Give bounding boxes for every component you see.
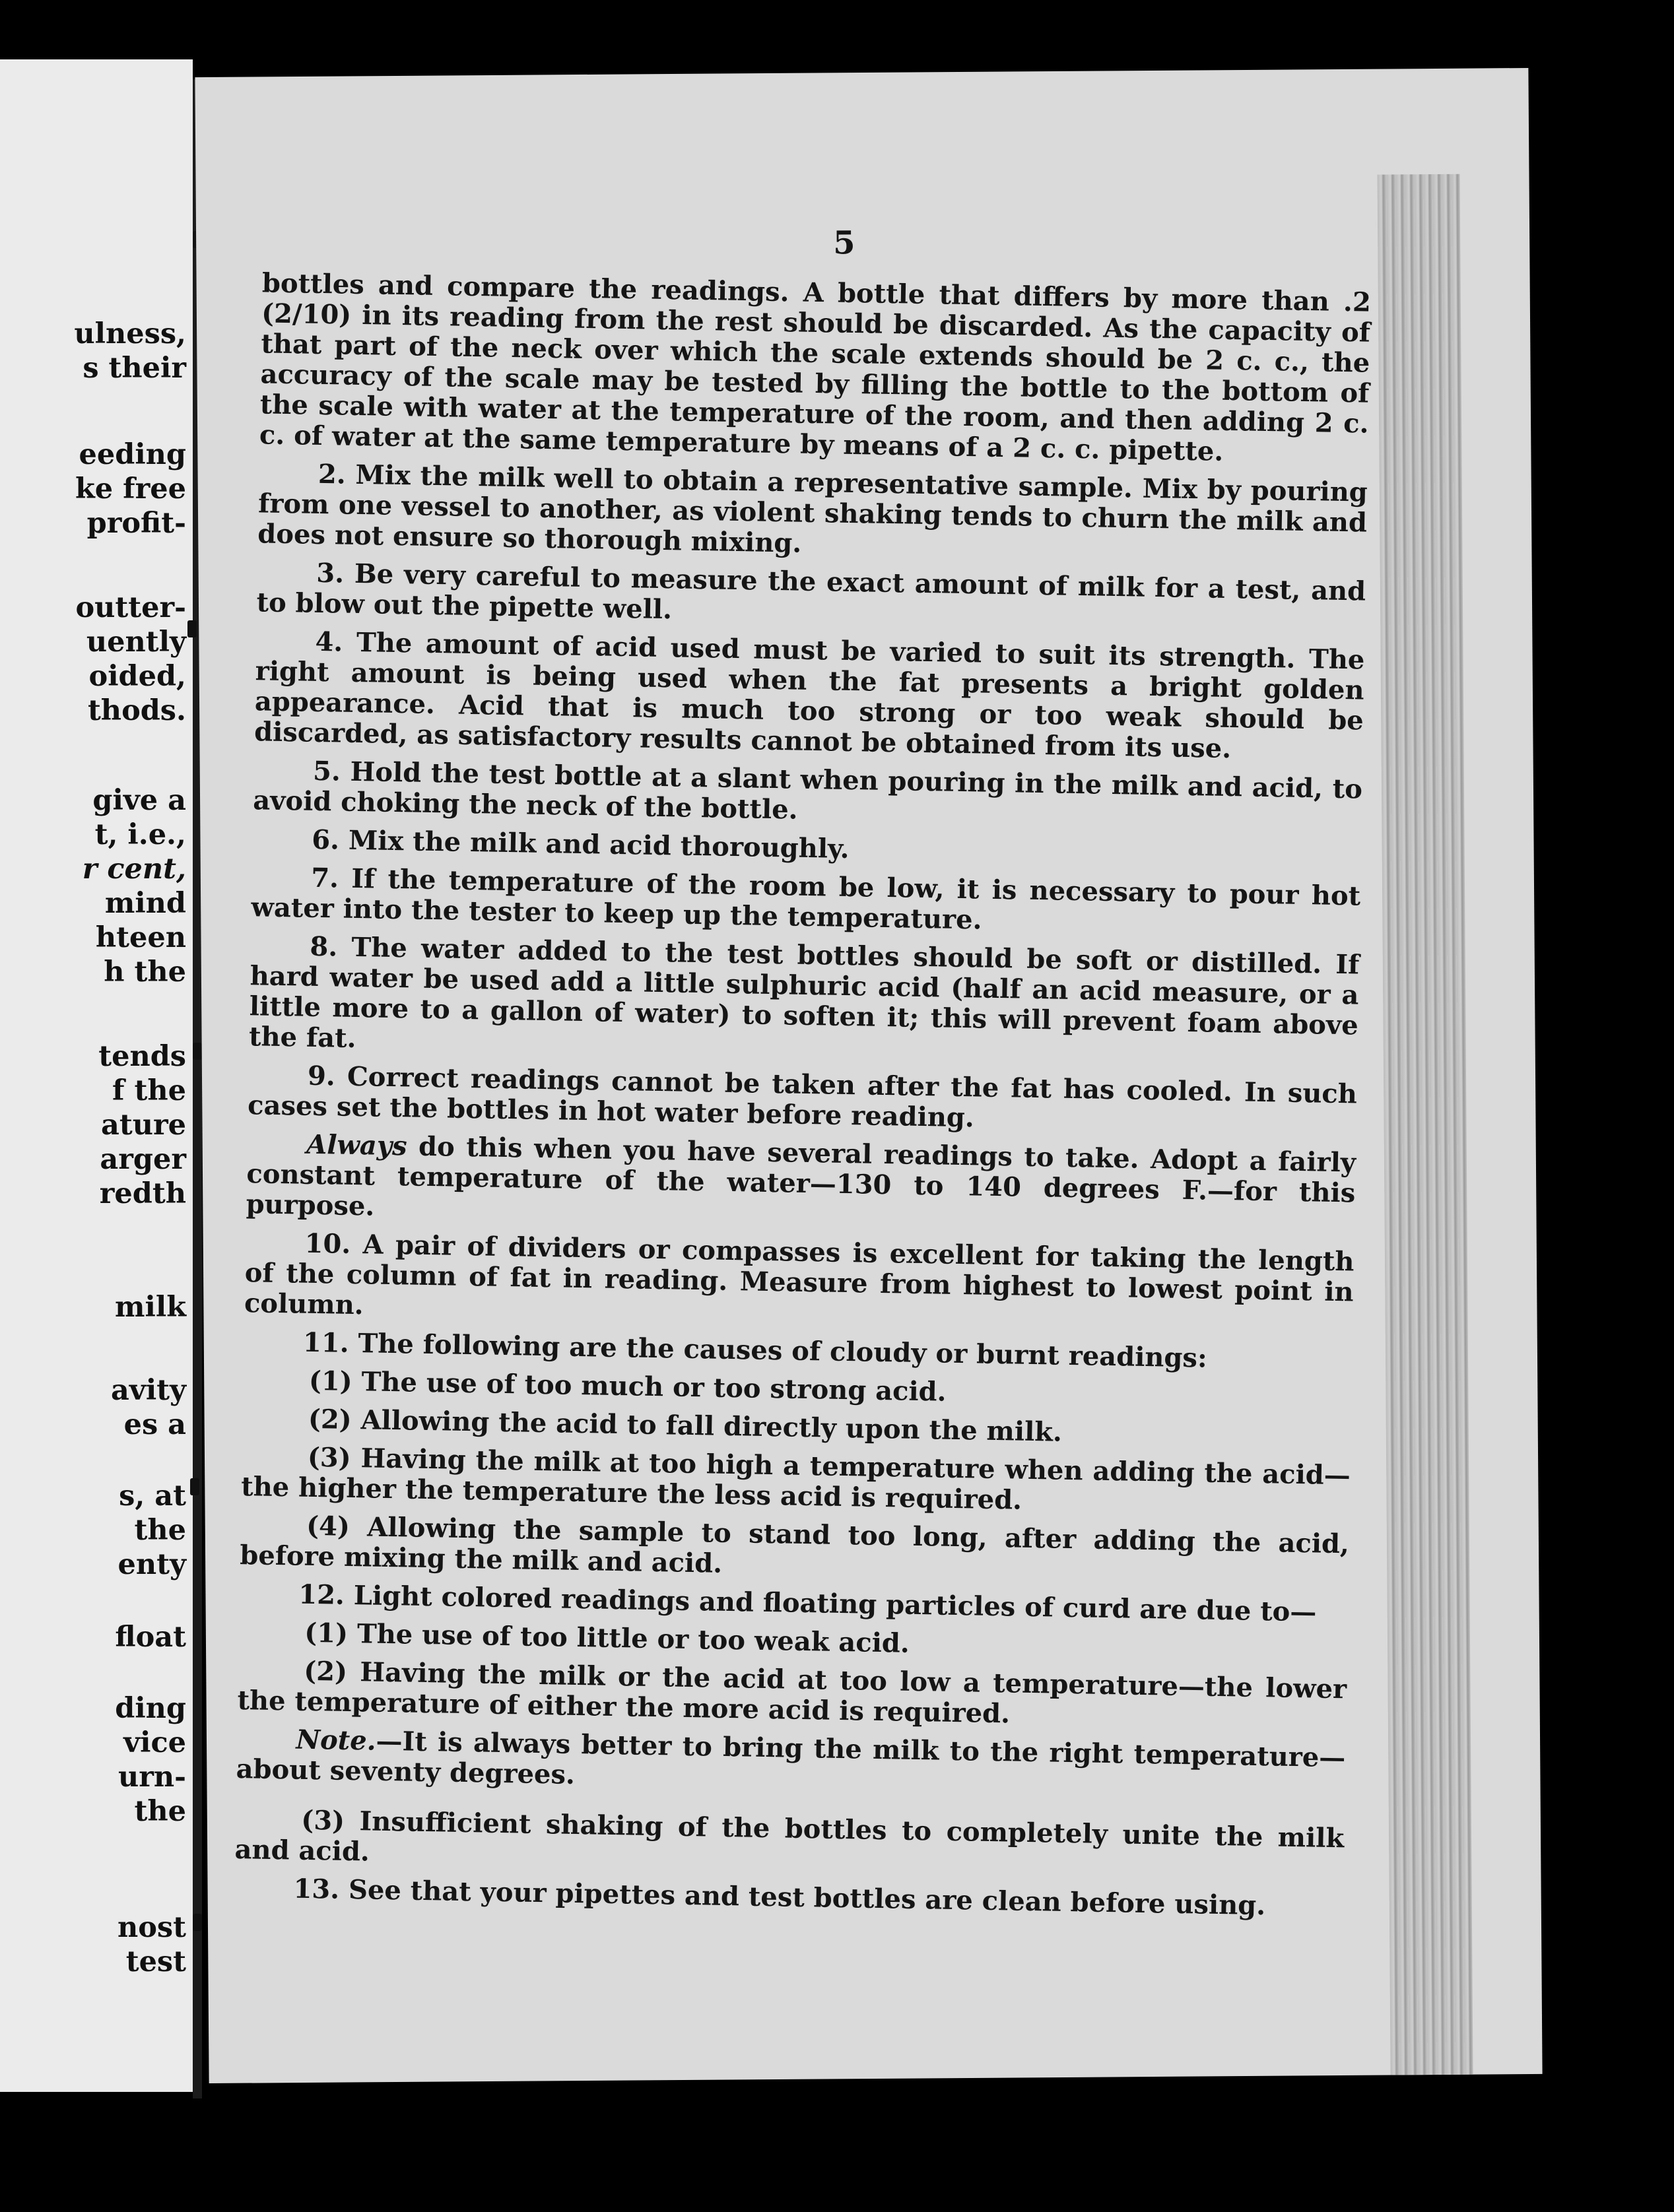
left-fragment: f the	[112, 1074, 186, 1107]
left-fragment: h the	[104, 956, 186, 989]
page-number: 5	[832, 224, 855, 262]
left-fragment: give a	[92, 784, 186, 817]
left-fragment: thods.	[87, 694, 186, 727]
paragraph: 12. Light colored readings and floating particles of curd are due to—	[298, 1578, 1317, 1628]
always-lead: Always	[306, 1128, 408, 1162]
left-fragment: avity	[110, 1374, 186, 1407]
left-facing-page	[0, 59, 193, 2092]
left-fragment: eeding	[79, 438, 186, 471]
left-fragment: test	[125, 1945, 186, 1978]
list-item: (2) Allowing the acid to fall directly upon the milk.	[308, 1403, 1063, 1448]
left-fragment: tends	[98, 1040, 186, 1073]
left-fragment: hteen	[95, 921, 186, 954]
paragraph: 7. If the temperature of the room be low, it is necessary to pour hot water into the tester to keep up the temperature.	[251, 862, 1361, 936]
page-body	[234, 268, 1371, 1930]
always-text: do this when you have several readings to take. Adopt a fairly constant temperature of the water—130 to 140 degrees F.—for this purpose.	[246, 1130, 1356, 1222]
always-paragraph	[246, 1128, 1356, 1239]
paragraph: 2. Mix the milk well to obtain a representative sample. Mix by pouring from one vessel to another, as violent shaking tends to churn the milk and does not ensure so thorough mixing.	[257, 458, 1368, 559]
list-item: (3) Having the milk at too high a temperature when adding the acid—the higher the temperature the less acid is required.	[240, 1441, 1351, 1516]
left-fragment: uently	[86, 626, 186, 659]
left-fragment: nost	[117, 1911, 186, 1944]
note-paragraph	[236, 1724, 1345, 1804]
left-fragment: redth	[99, 1177, 186, 1210]
left-fragment: float	[115, 1621, 186, 1654]
left-fragment: arger	[100, 1143, 186, 1176]
left-fragment: ature	[101, 1109, 186, 1142]
paragraph: 5. Hold the test bottle at a slant when pouring in the milk and acid, to avoid choking the neck of the bottle.	[252, 755, 1363, 826]
left-fragment: r cent,	[82, 853, 186, 886]
right-page	[195, 68, 1542, 2083]
binding-stitch	[193, 1914, 202, 1931]
binding-stitch	[193, 1043, 202, 1060]
left-fragment: ke free	[75, 472, 186, 505]
left-fragment: t, i.e.,	[94, 818, 186, 851]
paragraph: 9. Correct readings cannot be taken after the fat has cooled. In such cases set the bottles in hot water before reading.	[247, 1060, 1358, 1134]
paragraph: 6. Mix the milk and acid thoroughly.	[311, 824, 850, 865]
paragraph: 13. See that your pipettes and test bottles are clean before using.	[293, 1873, 1266, 1922]
left-fragment: the	[134, 1795, 186, 1828]
left-fragment: mind	[104, 887, 186, 920]
paragraph: 4. The amount of acid used must be varied to suit its strength. The right amount is being used when the fat presents a bright golden appearance. Acid that is much too strong or too weak should be discarded, as satisfactory results cannot be obtained from its use.	[253, 626, 1365, 765]
left-fragment: es a	[123, 1408, 186, 1441]
paragraph: 11. The following are the causes of cloudy or burnt readings:	[302, 1326, 1208, 1374]
binding-stitch	[187, 620, 197, 637]
left-fragment: ding	[115, 1692, 186, 1725]
paragraph: bottles and compare the readings. A bottle that differs by more than .2 (2/10) in its reading from the rest should be discarded. As the capacity of that part of the neck over which the scale extends should be 2 c. c., the accuracy of the scale may be tested by filling the bottle to the bottom of the scale with water at the temperature of the room, and then adding 2 c. c. of water at the same temperature by means of a 2 c. c. pipette.	[259, 267, 1372, 467]
list-item: (4) Allowing the sample to stand too long, after adding the acid, before mixing the milk and acid.	[239, 1510, 1350, 1579]
binding-stitch	[190, 1478, 199, 1495]
list-item: (3) Insufficient shaking of the bottles to completely unite the milk and acid.	[234, 1804, 1345, 1868]
left-fragment: milk	[115, 1291, 186, 1324]
left-fragment: enty	[117, 1548, 186, 1581]
paragraph: 8. The water added to the test bottles should be soft or distilled. If hard water be used add a little sulphuric acid (half an acid measure, or a little more to a gallon of water) to soften it; this will prevent foam above the fat.	[248, 930, 1360, 1055]
left-fragment: s, at	[119, 1480, 186, 1513]
left-fragment: profit-	[86, 507, 186, 540]
note-text: —It is always better to bring the milk to the right temperature—about seventy degrees.	[236, 1725, 1346, 1790]
left-fragment: ulness,	[74, 317, 186, 350]
left-fragment: the	[134, 1514, 186, 1547]
left-fragment: vice	[123, 1726, 186, 1759]
list-item: (2) Having the milk or the acid at too low a temperature—the lower the temperature of either the more acid is required.	[237, 1655, 1347, 1730]
list-item: (1) The use of too little or too weak acid.	[304, 1617, 910, 1659]
left-fragment: urn-	[117, 1761, 186, 1794]
paragraph: 10. A pair of dividers or compasses is excellent for taking the length of the column of fat in reading. Measure from highest to lowest point in column.	[244, 1227, 1355, 1321]
left-fragment: oided,	[88, 660, 186, 693]
note-lead: Note.	[296, 1724, 377, 1757]
page-edges	[1377, 174, 1473, 2083]
paragraph: 3. Be very careful to measure the exact amount of milk for a test, and to blow out the pipette well.	[256, 557, 1366, 626]
left-fragment: s their	[83, 352, 186, 385]
list-item: (1) The use of too much or too strong acid.	[308, 1365, 947, 1408]
left-fragment: outter-	[75, 591, 186, 624]
